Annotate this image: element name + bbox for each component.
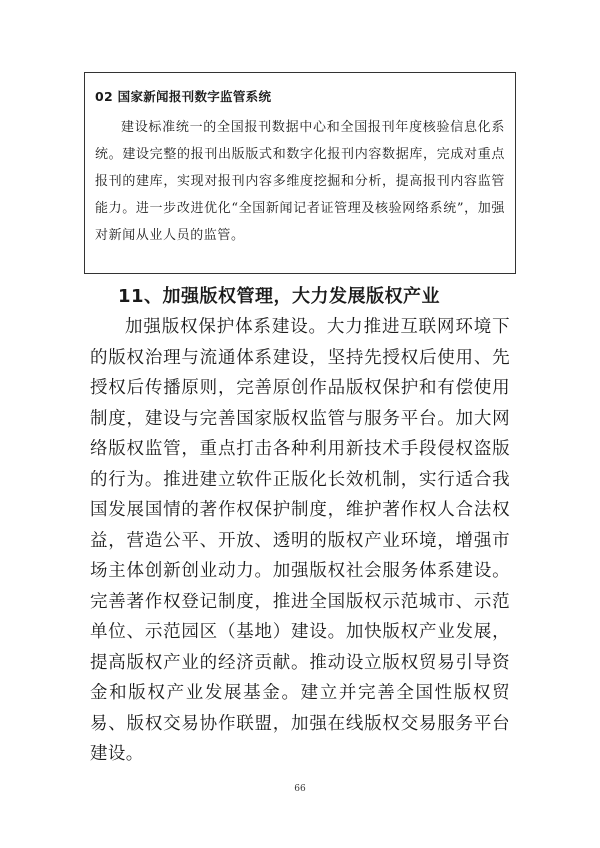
section-body-paragraph: 加强版权保护体系建设。大力推进互联网环境下的版权治理与流通体系建设，坚持先授权后使用、先授权后传播原则，完善原创作品版权保护和有偿使用制度，建设与完善国家版权监管与服务平台。加大网络版权监管，重点打击各种利用新技术手段侵权盗版的行为。推进建立软件正版化长效机制，实行适合我国发展国情的著作权保护制度，维护著作权人合法权益，营造公平、开放、透明的版权产业环境，增强市场主体创新创业动力。加强版权社会服务体系建设。完善著作权登记制度，推进全国版权示范城市、示范单位、示范园区（基地）建设。加快版权产业发展，提高版权产业的经济贡献。推动设立版权贸易引导资金和版权产业发展基金。建立并完善全国性版权贸易、版权交易协作联盟，加强在线版权交易服务平台建设。 [90, 317, 510, 764]
info-box [84, 72, 516, 274]
section-heading: 11、加强版权管理，大力发展版权产业 [118, 286, 441, 307]
page-number: 66 [294, 784, 306, 794]
box-body-paragraph: 建设标准统一的全国报刊数据中心和全国报刊年度核验信息化系统。建设完整的报刊出版版式和数字化报刊内容数据库，完成对重点报刊的建库，实现对报刊内容多维度挖掘和分析，提高报刊内容监管能力。进一步改进优化“全国新闻记者证管理及核验网络系统”，加强对新闻从业人员的监管。 [95, 120, 505, 243]
box-title: 02 国家新闻报刊数字监管系统 [95, 89, 272, 104]
